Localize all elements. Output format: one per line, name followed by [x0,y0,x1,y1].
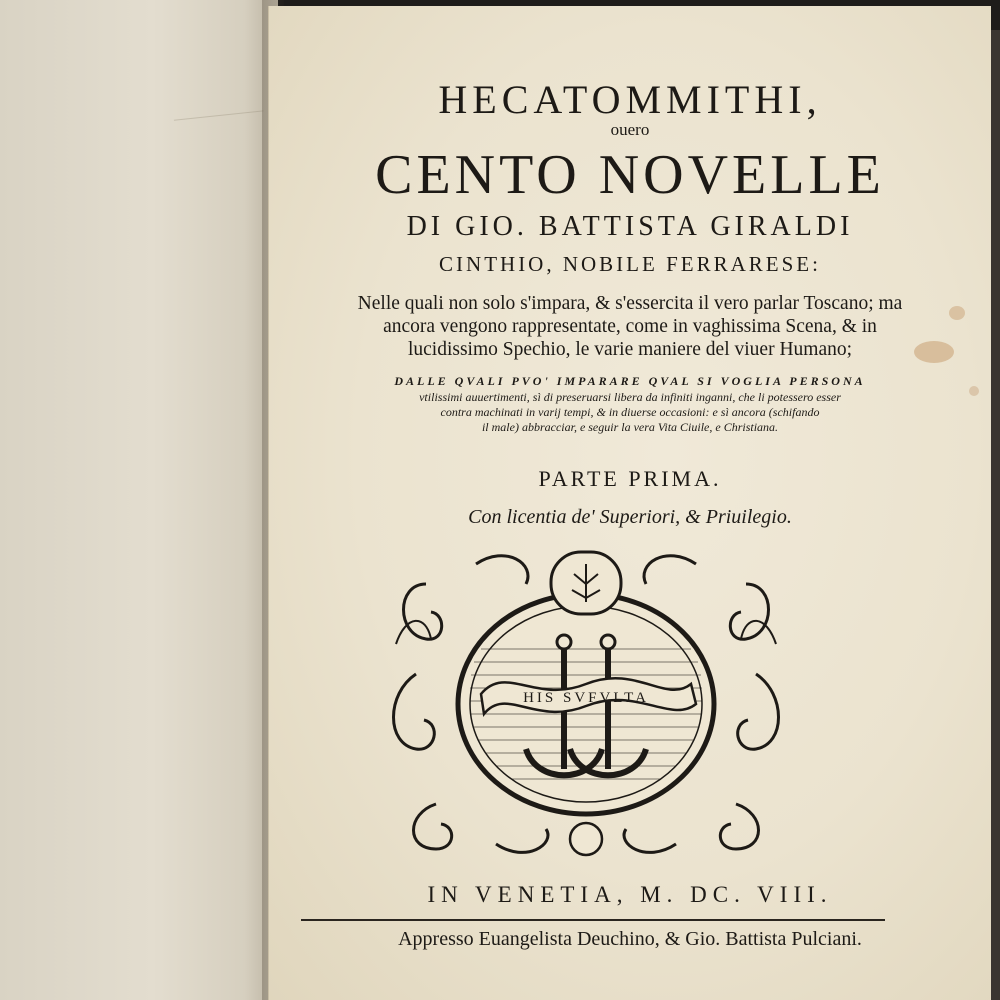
imprint-printer: Appresso Euangelista Deuchino, & Gio. Battista Pulciani. [398,928,862,950]
description-line: Nelle quali non solo s'impara, & s'essercita il vero parlar Toscano; ma [357,293,903,314]
license-line: Con licentia de' Superiori, & Priuilegio. [468,506,792,528]
title-page [268,6,991,1000]
ouero-connector: ouero [610,120,650,139]
motto-text: HIS SVFVLTA [523,690,649,706]
author-line-1: DI GIO. BATTISTA GIRALDI [406,211,854,242]
small-text-line: vtilissimi auuertimenti, sì di preseruarsi libera da infiniti inganni, che li potessero esser [419,390,841,404]
small-caps-heading: DALLE QVALI PVO' IMPARARE QVAL SI VOGLIA PERSONA [394,374,866,388]
imprint-rule [301,919,885,921]
scroll-ornament [738,674,779,749]
small-text-line: contra machinati in varij tempi, & in diuerse occasioni: e sì ancora (schifando [440,405,820,419]
scroll-ornament [720,804,758,849]
scroll-ornament [404,584,442,639]
mask-ornament [570,823,602,855]
part-heading: PARTE PRIMA. [538,466,722,491]
description-line: lucidissimo Spechio, le varie maniere del viuer Humano; [407,339,853,360]
imprint-place: IN VENETIA, M. DC. VIII. [427,882,833,907]
scroll-ornament [730,584,768,639]
left-blank-page [0,0,278,1000]
scroll-ornament [414,804,452,849]
description [269,292,991,361]
main-title: HECATOMMITHI, [438,77,822,122]
description-line: ancora vengono rappresentate, come in vaghissima Scena, & in [383,316,877,337]
author-line-2: CINTHIO, NOBILE FERRARESE: [439,252,821,276]
subtitle: CENTO NOVELLE [375,144,885,206]
small-text-line: il male) abbracciar, e seguir la vera Vita Ciuile, e Christiana. [481,420,779,434]
printers-device-woodcut [386,544,786,864]
scroll-ornament [394,674,435,749]
